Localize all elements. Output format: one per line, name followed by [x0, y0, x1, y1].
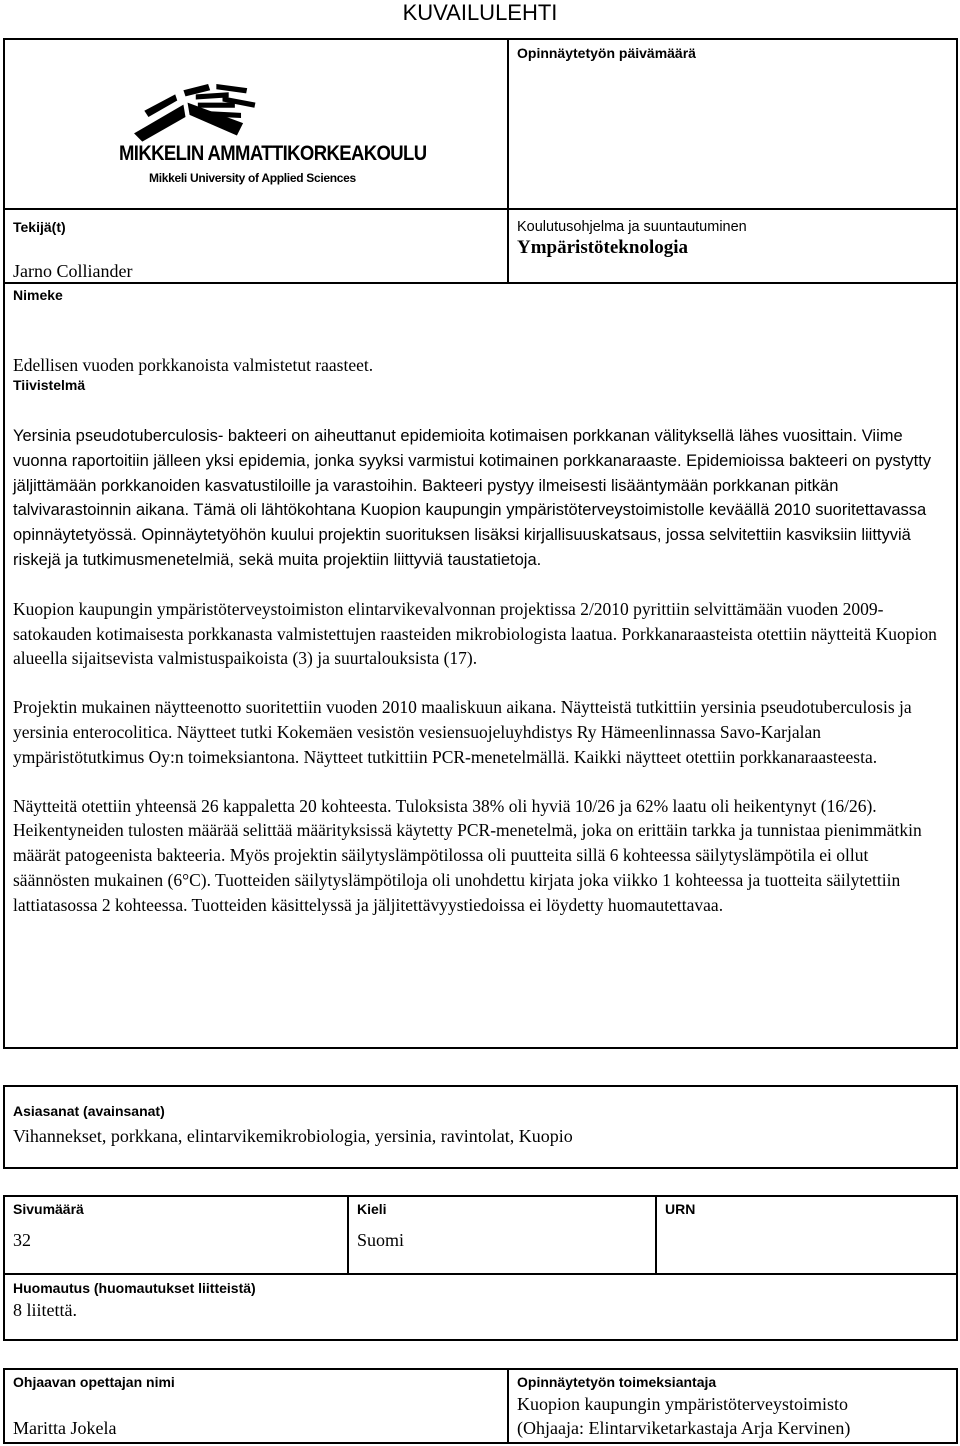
notes-label: Huomautus (huomautukset liitteistä): [13, 1280, 256, 1296]
language-cell: [347, 1195, 657, 1275]
abstract-paragraph-1: Yersinia pseudotuberculosis- bakteeri on aiheuttanut epidemioita kotimaisen porkkanan välityksellä lähes vuosittain. Viime vuonna raportoitiin jälleen yksi epidemia, jonka syyksi varmistui kotimainen porkkanaraaste. Epidemioissa bakteeri on pystytty jäljittämään porkkanoiden kasvatustiloille ja varastoihin. Bakteeri pystyy ilmeisesti lisääntymään porkkanan pitkän talvivarastoinnin aikana. Tämä oli lähtökohtana Kuopion kaupungin ympäristöterveystoimistolle keväällä 2010 suoritettavassa opinnäytetyössä. Opinnäytetyöhön kuului projektin suorituksen lisäksi kirjallisuuskatsaus, jossa selvitettiin kasviksiin liittyviä riskejä ja tutkimusmenetelmiä, sekä muita projektiin liittyviä taustatietoja.: [13, 427, 932, 569]
language-label: Kieli: [357, 1201, 387, 1217]
keywords-cell: [3, 1085, 958, 1169]
abstract-cell: [3, 282, 958, 1049]
title-value: Edellisen vuoden porkkanoista valmistetut raasteet.: [13, 355, 374, 375]
abstract-paragraph-3: Projektin mukainen näytteenotto suoritettiin vuoden 2010 maaliskuun aikana. Näytteistä tutkittiin yersinia pseudotuberculosis ja yersinia enterocolitica. Näytteet tutki Kokemäen vesistön vesiensuojeluyhdistys Ry Hämeenlinnassa Savo-Karjalan ympäristötutkimus Oy:n toimeksiantona. Näytteet tutkittiin PCR-menetelmällä. Kaikki näytteet otettiin porkkanaraasteesta.: [13, 697, 912, 767]
date-cell: [507, 38, 958, 210]
keywords-value: Vihannekset, porkkana, elintarvikemikrobiologia, yersinia, ravintolat, Kuopio: [13, 1126, 573, 1146]
programme-value: Ympäristöteknologia: [517, 237, 688, 258]
abstract-paragraph-2: Kuopion kaupungin ympäristöterveystoimiston elintarvikevalvonnan projektissa 2/2010 pyrittiin selvittämään vuoden 2009- satokauden kotimaisesta porkkanasta valmistettujen raasteiden mikrobiologista laatua. Porkkanaraasteista otettiin näytteitä Kuopion alueella sijaitsevista valmistuspaikoista (3) ja suurtalouksista (17).: [13, 598, 937, 669]
abstract-paragraph-4: Näytteitä otettiin yhteensä 26 kappaletta 20 kohteesta. Tuloksista 38% oli hyviä 10/26 ja 62% laatu oli heikentynyt (16/26). Heikentyneiden tulosten määrää selittää määrityksissä käytetty PCR-menetelmä, joka on erittäin tarkka ja tunnistaa pienimmätkin määrät patogeenista bakteeria. Myös projektin säilytyslämpötilossa oli puutteita sillä 6 kohteessa säilytyslämpötila ei ollut säännösten mukainen (6°C). Tuotteiden säilytyslämpötiloja oli unohdettu kirjata joka viikko 1 kohteessa ja tuotteita säilytettiin lattiatasossa 2 kohteessa. Tuotteiden käsittelyssä ja jäljitettävyystiedoissa ei löydetty huomautettavaa.: [13, 795, 922, 915]
urn-label: URN: [665, 1201, 696, 1217]
programme-cell: [507, 208, 958, 284]
title-label: Nimeke: [13, 287, 63, 303]
programme-label: Koulutusohjelma ja suuntautuminen: [517, 219, 747, 235]
language-value: Suomi: [357, 1230, 405, 1250]
notes-value: 8 liitettä.: [13, 1300, 77, 1320]
author-value: Jarno Colliander: [13, 261, 133, 281]
school-name: MIKKELIN AMMATTIKORKEAKOULU: [119, 140, 427, 165]
urn-cell: [655, 1195, 958, 1275]
supervisor-cell: [3, 1368, 509, 1444]
date-label: Opinnäytetyön päivämäärä: [517, 45, 696, 61]
abstract-label: Tiivistelmä: [13, 377, 86, 393]
pages-value: 32: [13, 1230, 31, 1250]
logo-cell: [3, 38, 509, 210]
pages-label: Sivumäärä: [13, 1201, 84, 1217]
author-cell: [3, 208, 509, 284]
notes-cell: [3, 1273, 958, 1341]
pages-cell: [3, 1195, 349, 1275]
commissioner-value-line-2: (Ohjaaja: Elintarviketarkastaja Arja Kervinen): [517, 1418, 851, 1438]
commissioner-label: Opinnäytetyön toimeksiantaja: [517, 1374, 717, 1390]
keywords-label: Asiasanat (avainsanat): [13, 1103, 165, 1119]
page-title: KUVAILULEHTI: [402, 0, 558, 25]
school-subtitle: Mikkeli University of Applied Sciences: [149, 171, 356, 185]
commissioner-value-line-1: Kuopion kaupungin ympäristöterveystoimisto: [517, 1394, 848, 1414]
supervisor-label: Ohjaavan opettajan nimi: [13, 1374, 175, 1390]
author-label: Tekijä(t): [13, 219, 66, 235]
commissioner-cell: [507, 1368, 958, 1444]
abstract-body: [13, 424, 949, 918]
supervisor-value: Maritta Jokela: [13, 1418, 117, 1438]
